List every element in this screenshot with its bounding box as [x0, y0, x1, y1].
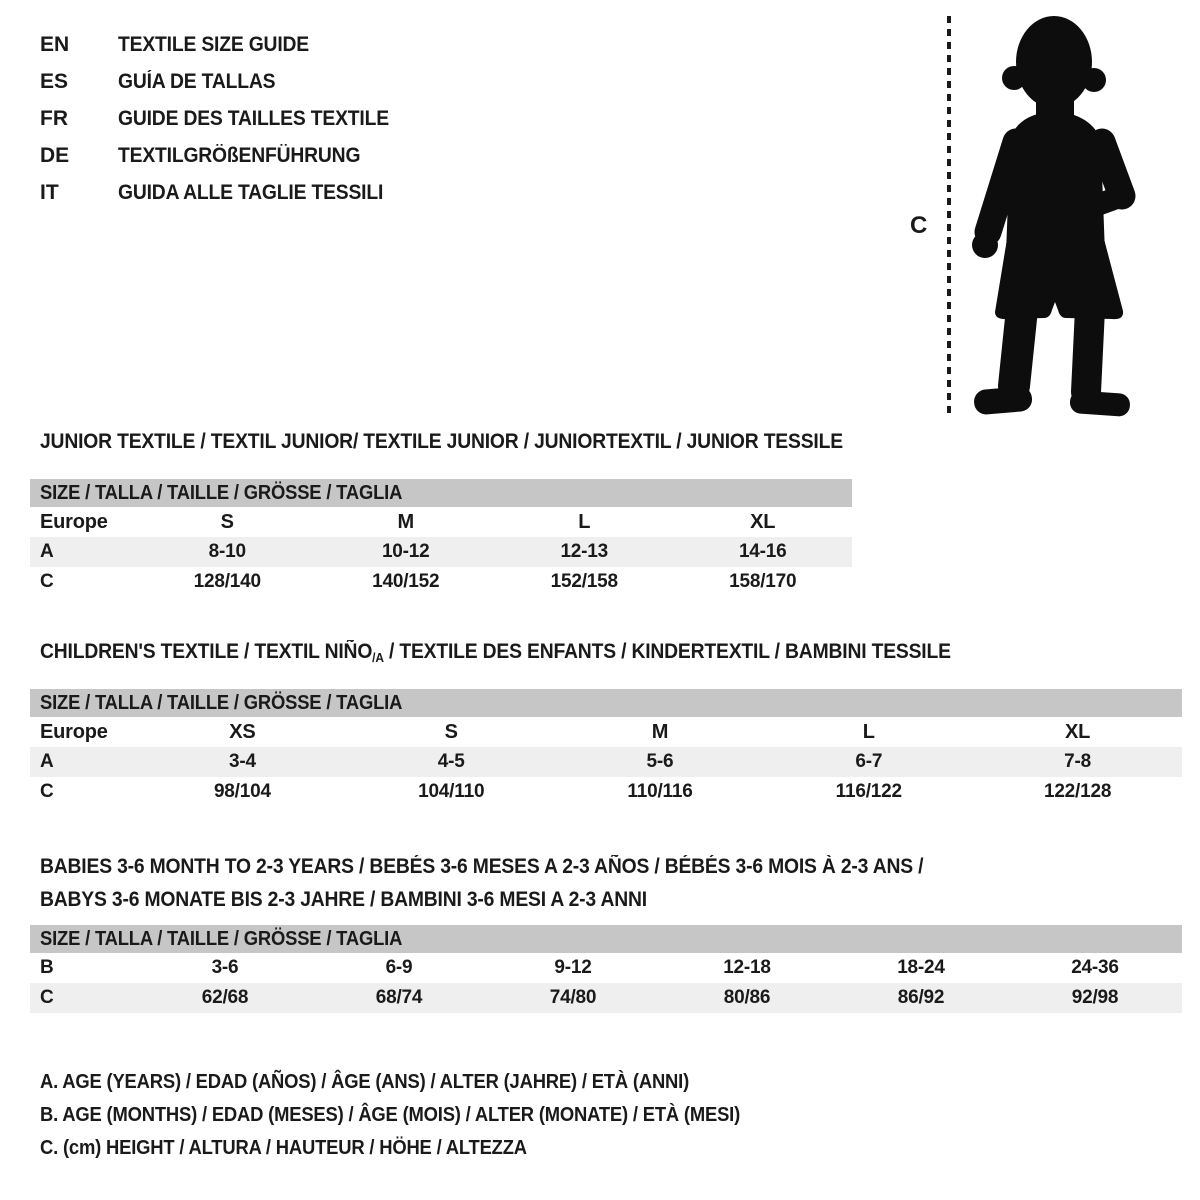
language-code: IT: [40, 180, 59, 204]
table-cell: 62/68: [201, 987, 249, 1008]
size-header-label: SIZE / TALLA / TAILLE / GRÖSSE / TAGLIA: [40, 481, 403, 504]
table-cell: 10-12: [381, 541, 430, 562]
table-cell: 74/80: [549, 987, 597, 1008]
table-cell: 128/140: [193, 571, 261, 592]
language-code: FR: [40, 106, 68, 130]
legend-line-age-months: B. AGE (MONTHS) / EDAD (MESES) / ÂGE (MOIS) / ALTER (MONATE) / ETÀ (MESI): [40, 1104, 741, 1126]
table-cell: 9-12: [554, 957, 592, 978]
table-cell: 110/116: [627, 781, 693, 802]
table-cell: 5-6: [646, 751, 674, 772]
language-row-en: [40, 26, 412, 63]
language-row-it: [40, 174, 412, 211]
legend-line-age-years: A. AGE (YEARS) / EDAD (AÑOS) / ÂGE (ANS) / ALTER (JAHRE) / ETÀ (ANNI): [40, 1071, 690, 1093]
table-row-a: [30, 747, 1182, 777]
language-row-es: [40, 63, 412, 100]
language-code: ES: [40, 69, 69, 93]
table-cell: 152/158: [550, 571, 618, 592]
language-code: DE: [40, 143, 70, 167]
children-title-pre: CHILDREN'S TEXTILE / TEXTIL NIÑO: [40, 640, 373, 663]
table-cell: 6-7: [855, 751, 883, 772]
table-row-c: [30, 983, 1182, 1013]
table-cell: 4-5: [437, 751, 465, 772]
row-label: C: [40, 781, 54, 802]
size-header-bar: [30, 689, 1182, 717]
table-cell: 7-8: [1064, 751, 1092, 772]
column-header: XL: [750, 510, 776, 533]
column-header: M: [397, 510, 414, 533]
size-table-children: [30, 689, 1182, 807]
column-header: S: [220, 510, 234, 533]
size-header-label: SIZE / TALLA / TAILLE / GRÖSSE / TAGLIA: [40, 927, 403, 950]
table-row-c: [30, 567, 852, 597]
table-cell: 12-13: [560, 541, 609, 562]
measure-legend: [40, 1066, 801, 1165]
language-row-de: [40, 137, 412, 174]
table-cell: 86/92: [897, 987, 945, 1008]
size-header-label: SIZE / TALLA / TAILLE / GRÖSSE / TAGLIA: [40, 691, 403, 714]
junior-section-title: JUNIOR TEXTILE / TEXTIL JUNIOR/ TEXTILE JUNIOR / JUNIORTEXTIL / JUNIOR TESSILE: [40, 430, 843, 453]
size-table-junior: [30, 479, 852, 597]
language-row-fr: [40, 100, 412, 137]
table-cell: 12-18: [723, 957, 771, 978]
row-label: A: [40, 751, 54, 772]
table-cell: 140/152: [372, 571, 440, 592]
table-row-c: [30, 777, 1182, 807]
table-cell: 3-6: [211, 957, 239, 978]
region-label: Europe: [40, 720, 108, 743]
column-header: S: [444, 720, 458, 743]
table-row-region: [30, 507, 852, 537]
language-label: TEXTILE SIZE GUIDE: [118, 32, 309, 56]
table-cell: 8-10: [208, 541, 246, 562]
column-header: XL: [1065, 720, 1091, 743]
column-header: L: [862, 720, 875, 743]
language-label: GUIDA ALLE TAGLIE TESSILI: [118, 180, 384, 204]
table-cell: 104/110: [418, 781, 485, 802]
table-row-b: [30, 953, 1182, 983]
column-header: L: [578, 510, 591, 533]
table-cell: 122/128: [1043, 781, 1112, 802]
row-label: B: [40, 957, 54, 978]
region-label: Europe: [40, 510, 108, 533]
children-title-sub: /A: [372, 650, 384, 665]
babies-title-line2: BABYS 3-6 MONATE BIS 2-3 JAHRE / BAMBINI 3-6 MESI A 2-3 ANNI: [40, 888, 647, 911]
babies-section-title: [40, 850, 1000, 916]
table-cell: 6-9: [385, 957, 413, 978]
table-cell: 158/170: [729, 571, 797, 592]
table-cell: 80/86: [723, 987, 771, 1008]
language-label: GUIDE DES TAILLES TEXTILE: [118, 106, 389, 130]
table-cell: 116/122: [835, 781, 902, 802]
table-cell: 92/98: [1071, 987, 1119, 1008]
table-cell: 3-4: [228, 751, 256, 772]
language-list: [40, 26, 412, 211]
size-table-babies: [30, 925, 1182, 1013]
toddler-silhouette-svg: [964, 14, 1140, 418]
table-cell: 68/74: [375, 987, 423, 1008]
babies-title-line1: BABIES 3-6 MONTH TO 2-3 YEARS / BEBÉS 3-6 MESES A 2-3 AÑOS / BÉBÉS 3-6 MOIS À 2-3 ANS /: [40, 855, 924, 878]
table-cell: 18-24: [897, 957, 945, 978]
row-label: A: [40, 541, 54, 562]
language-label: TEXTILGRÖßENFÜHRUNG: [118, 143, 361, 167]
table-row-region: [30, 717, 1182, 747]
language-code: EN: [40, 32, 70, 56]
language-label: GUÍA DE TALLAS: [118, 69, 276, 93]
table-row-a: [30, 537, 852, 567]
height-measure-dashed-line: [947, 16, 951, 416]
column-header: XS: [229, 720, 256, 743]
size-header-bar: [30, 925, 1182, 953]
toddler-silhouette: [964, 14, 1140, 423]
table-cell: 14-16: [738, 541, 787, 562]
children-section-title: [40, 640, 951, 666]
column-header: M: [651, 720, 669, 743]
row-label: C: [40, 987, 54, 1008]
row-label: C: [40, 571, 54, 592]
children-title-post: / TEXTILE DES ENFANTS / KINDERTEXTIL / BAMBINI TESSILE: [383, 640, 951, 663]
height-measure-label: C: [910, 212, 928, 239]
legend-line-height: C. (cm) HEIGHT / ALTURA / HAUTEUR / HÖHE / ALTEZZA: [40, 1137, 527, 1159]
table-cell: 98/104: [213, 781, 271, 802]
table-cell: 24-36: [1071, 957, 1119, 978]
size-header-bar: [30, 479, 852, 507]
